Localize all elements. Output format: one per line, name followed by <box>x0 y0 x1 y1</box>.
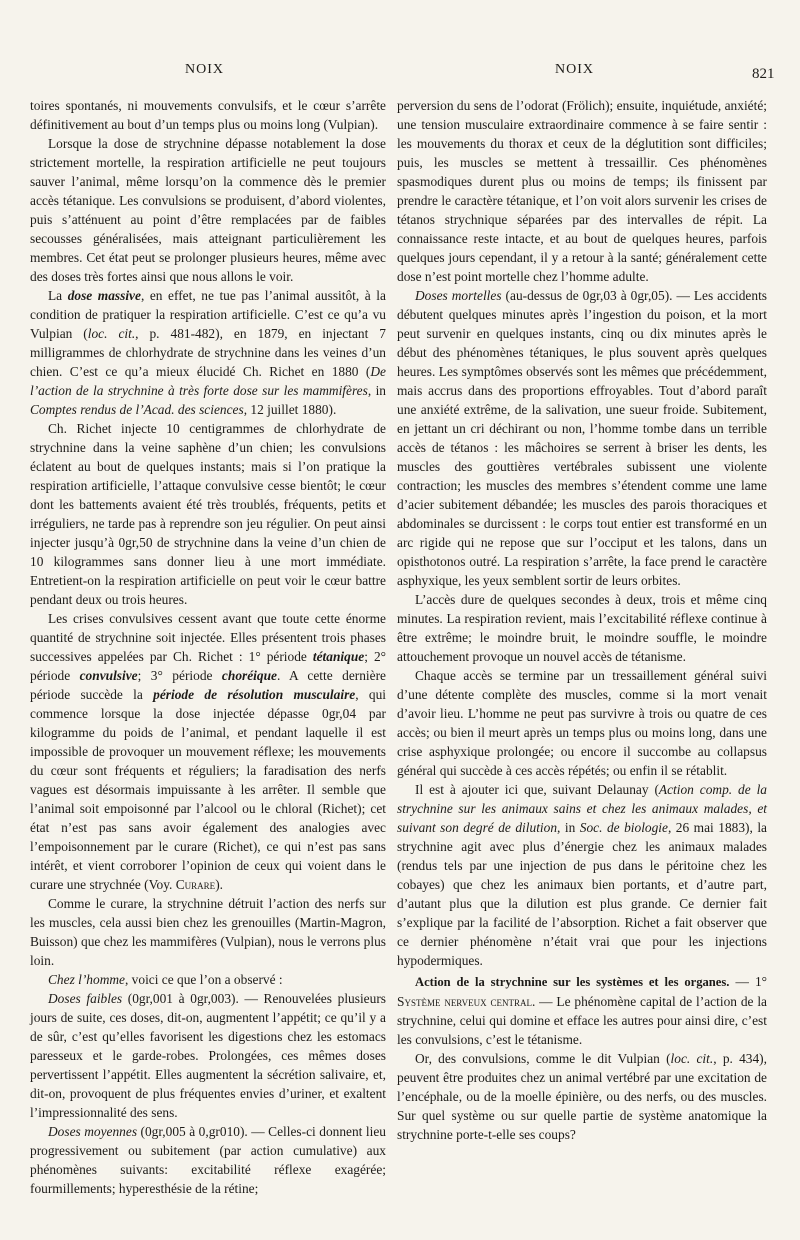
paragraph: Les crises convulsives cessent avant que toute cette énorme quantité de strychnine soit injectée. Elles présentent trois phases successives appelées par Ch. Richet : 1° période tétanique; 2° période convulsive; 3° période choréique. A cette dernière période succède la période de résolution musculaire, qui commence lorsque la dose injectée dépasse 0gr,04 par kilogramme du poids de l’animal, et pendant laquelle il est impossible de provoquer un mouvement réflexe; les mouvements du cœur sont fréquents et réguliers; la faradisation des nerfs vagues est désormais impuissante à les arrêter. Il semble que l’animal soit empoisonné par l’alcool ou le chloral (Richet); cet état n’est pas sans avoir également des analogies avec l’empoisonnement par le curare (Richet), ce qui n’est pas sans intérêt, et vient corroborer l’opinion de ceux qui voient dans le curare une strychnée (Voy. Curare). <box>30 611 387 892</box>
paragraph: Doses mortelles (au-dessus de 0gr,03 à 0gr,05). — Les accidents débutent quelques minutes après l’ingestion du poison, et la mort peut survenir en quelques instants, cinq ou dix minutes après le début des phénomènes tétaniques, le plus souvent après quelques heures. Les symptômes observés sont les mêmes que précédemment, mais accrus dans des proportions effroyables. Tout d’abord paraît une anxiété extrême, de la salivation, une sueur froide. Subitement, en jettant un cri déchirant ou non, l’homme tombe dans un terrible accès de tétanos : les mâchoires se serrent à briser les dents, les muscles des gouttières vertébrales subissent une violente contraction; les muscles des membres s’étendent comme une lame d’acier subitement débandée; les muscles des parois thoraciques et abdominales se durcissent : le corps tout entier est transformé en un arc rigide qui ne repose que sur l’occiput et les talons, dans un opisthotonos outré. La respiration s’arrête, la face prend le caractère asphyxique, les yeux semblent sortir de leurs orbites. <box>397 288 767 588</box>
paragraph: toires spontanés, ni mouvements convulsifs, et le cœur s’arrête définitivement au bout d’un temps plus ou moins long (Vulpian). <box>30 98 386 132</box>
paragraph: Chaque accès se termine par un tressaillement général suivi d’une détente complète des muscles, comme si la mort venait d’avoir lieu. L’homme ne peut pas survivre à trois ou quatre de ces accès; ou bien il meurt après un temps plus ou moins long, dans une crise asphyxique prolongée; ou encore il succombe au collapsus général qui succède à ces accès répétés; ou enfin il se rétablit. <box>397 668 767 778</box>
term: Doses mortelles <box>415 288 502 303</box>
running-head-right: NOIX <box>555 62 594 77</box>
subsection-title: Système nerveux central <box>397 994 532 1009</box>
paragraph: Doses faibles (0gr,001 à 0gr,003). — Renouvelées plusieurs jours de suite, ces doses, dit-on, augmentent l’appétit; ce qu’il y a de sûr, c’est qu’elles favorisent les digestions chez les estomacs paresseux et le garde-robes. Prolongées, ces mêmes doses pervertissent l’appétit. Elles augmentent la sécrétion salivaire, et, dit-on, provoquent de plus fréquentes envies d’uriner, et exaltent l’impressionnalité des sens. <box>30 991 386 1120</box>
citation: loc. cit. <box>87 326 136 341</box>
citation: loc. cit. <box>670 1051 714 1066</box>
term: choréique <box>221 668 277 683</box>
term: Doses moyennes <box>48 1124 138 1139</box>
section-heading: Action de la strychnine sur les systèmes et les organes. <box>415 975 730 989</box>
citation: Action comp. de la strychnine sur les animaux sains et chez les animaux malades, et suivant son degré de dilution <box>397 782 767 835</box>
right-column <box>397 96 767 1144</box>
term: Doses faibles <box>48 991 123 1006</box>
paragraph: La dose massive, en effet, ne tue pas l’animal aussitôt, à la condition de pratiquer la respiration artificielle. C’est ce qu’a vu Vulpian (loc. cit., p. 481-482), en 1879, en injectant 7 milligrammes de chlorhydrate de strychnine dans les veines d’un chien. C’est ce qu’a mieux élucidé Ch. Richet en 1880 (De l’action de la strychnine à très forte dose sur les mammifères, in Comptes rendus de l’Acad. des sciences, 12 juillet 1880). <box>30 288 386 417</box>
left-column <box>30 96 386 1198</box>
cross-reference: Curare <box>175 877 216 892</box>
paragraph: Il est à ajouter ici que, suivant Delaunay (Action comp. de la strychnine sur les animaux sains et chez les animaux malades, et suivant son degré de dilution, in Soc. de biologie, 26 mai 1883), la strychnine agit avec plus d’énergie chez les animaux malades (rendus tels par une injection de pus dans le péritoine chez les cobayes) que chez les animaux bien portants, et d’autre part, d’autant plus que la dilution est plus grande. Ce dernier fait s’explique par la facilité de l’absorption. Richet a fait observer que ce dernier phénomène n’était vrai que pour les injections hypodermiques. <box>397 782 767 968</box>
term: Chez l’homme <box>48 972 125 987</box>
term: dose massive <box>67 288 141 303</box>
term: période de résolution musculaire <box>153 687 356 702</box>
citation: Comptes rendus de l’Acad. des sciences <box>30 402 244 417</box>
paragraph: Ch. Richet injecte 10 centigrammes de chlorhydrate de strychnine dans la veine saphène d’un chien; les convulsions éclatent au bout de quelques instants; mais si l’on pratique la respiration artificielle, l’attaque convulsive cesse bientôt; le cœur dont les battements avaient été très troublés, fréquents, petits et irréguliers, ne tarde pas à reprendre son jeu régulier. On peut ainsi injecter jusqu’à 0gr,50 de strychnine dans la veine d’un chien de 10 kilogrammes sans donner lieu à une mort immédiate. Entretient-on la respiration artificielle on peut voir le cœur battre pendant deux ou trois heures. <box>30 421 386 607</box>
paragraph: Or, des convulsions, comme le dit Vulpian (loc. cit., p. 434), peuvent être produites chez un animal vertébré par une excitation de l’encéphale, ou de la moelle épinière, ou des nerfs, ou des muscles. Sur quel système ou sur quelle partie de système anatomique la strychnine porte-t-elle ses coups? <box>397 1051 767 1142</box>
citation: De l’action de la strychnine à très forte dose sur les mammifères <box>30 364 386 398</box>
paragraph: perversion du sens de l’odorat (Frölich); ensuite, inquiétude, anxiété; une tension musculaire extraordinaire commence à se faire sentir : les mouvements du thorax et ceux de la déglutition sont difficiles; puis, les muscles se mettent à tressaillir. Ces phénomènes spasmodiques durent plus ou moins de temps; ils finissent par prendre le caractère tétanique, et l’on voit alors survenir les crises de tétanos strychnique séparées par des intervalles de répit. La connaissance reste intacte, et au bout de quelques heures, parfois quelques jours cependant, il y a retour à la santé; généralement cette dose n’est point mortelle chez l’homme adulte. <box>397 98 767 284</box>
section-paragraph: Action de la strychnine sur les systèmes et les organes. — 1° Système nerveux central. — Le phénomène capital de l’action de la strychnine, celui qui domine et efface les autres pour ainsi dire, c’est les convulsions, c’est le tétanisme. <box>397 974 768 1047</box>
term: convulsive <box>79 668 138 683</box>
running-head-left: NOIX <box>185 62 224 77</box>
paragraph: Chez l’homme, voici ce que l’on a observé : <box>48 972 283 987</box>
page-number: 821 <box>752 66 775 82</box>
paragraph: Comme le curare, la strychnine détruit l’action des nerfs sur les muscles, cela aussi bien chez les grenouilles (Martin-Magron, Buisson) que chez les mammifères (Vulpian), nous le verrons plus loin. <box>30 896 386 968</box>
term: tétanique <box>312 649 365 664</box>
citation: Soc. de biologie <box>579 820 668 835</box>
paragraph: Lorsque la dose de strychnine dépasse notablement la dose strictement mortelle, la respiration artificielle ne peut toujours sauver l’animal, même lorsqu’on la commence dès le premier accès tétanique. Les convulsions se produisent, d’abord violentes, puis s’atténuent au point d’être remplacées par de faibles secousses généralisées, mais atteignant particulièrement les membres. Cet état peut se prolonger plusieurs heures, même avec des doses très fortes ainsi que nous allons le voir. <box>30 136 386 284</box>
paragraph: Doses moyennes (0gr,005 à 0,gr010). — Celles-ci donnent lieu progressivement ou subitement (par action cumulative) aux phénomènes suivants: excitabilité réflexe exagérée; fourmillements; hyperesthésie de la rétine; <box>30 1124 386 1196</box>
paragraph: L’accès dure de quelques secondes à deux, trois et même cinq minutes. La respiration revient, mais l’excitabilité réflexe continue à être extrême; le moindre bruit, le moindre souffle, le moindre attouchement provoque un nouvel accès de tétanisme. <box>397 592 767 664</box>
